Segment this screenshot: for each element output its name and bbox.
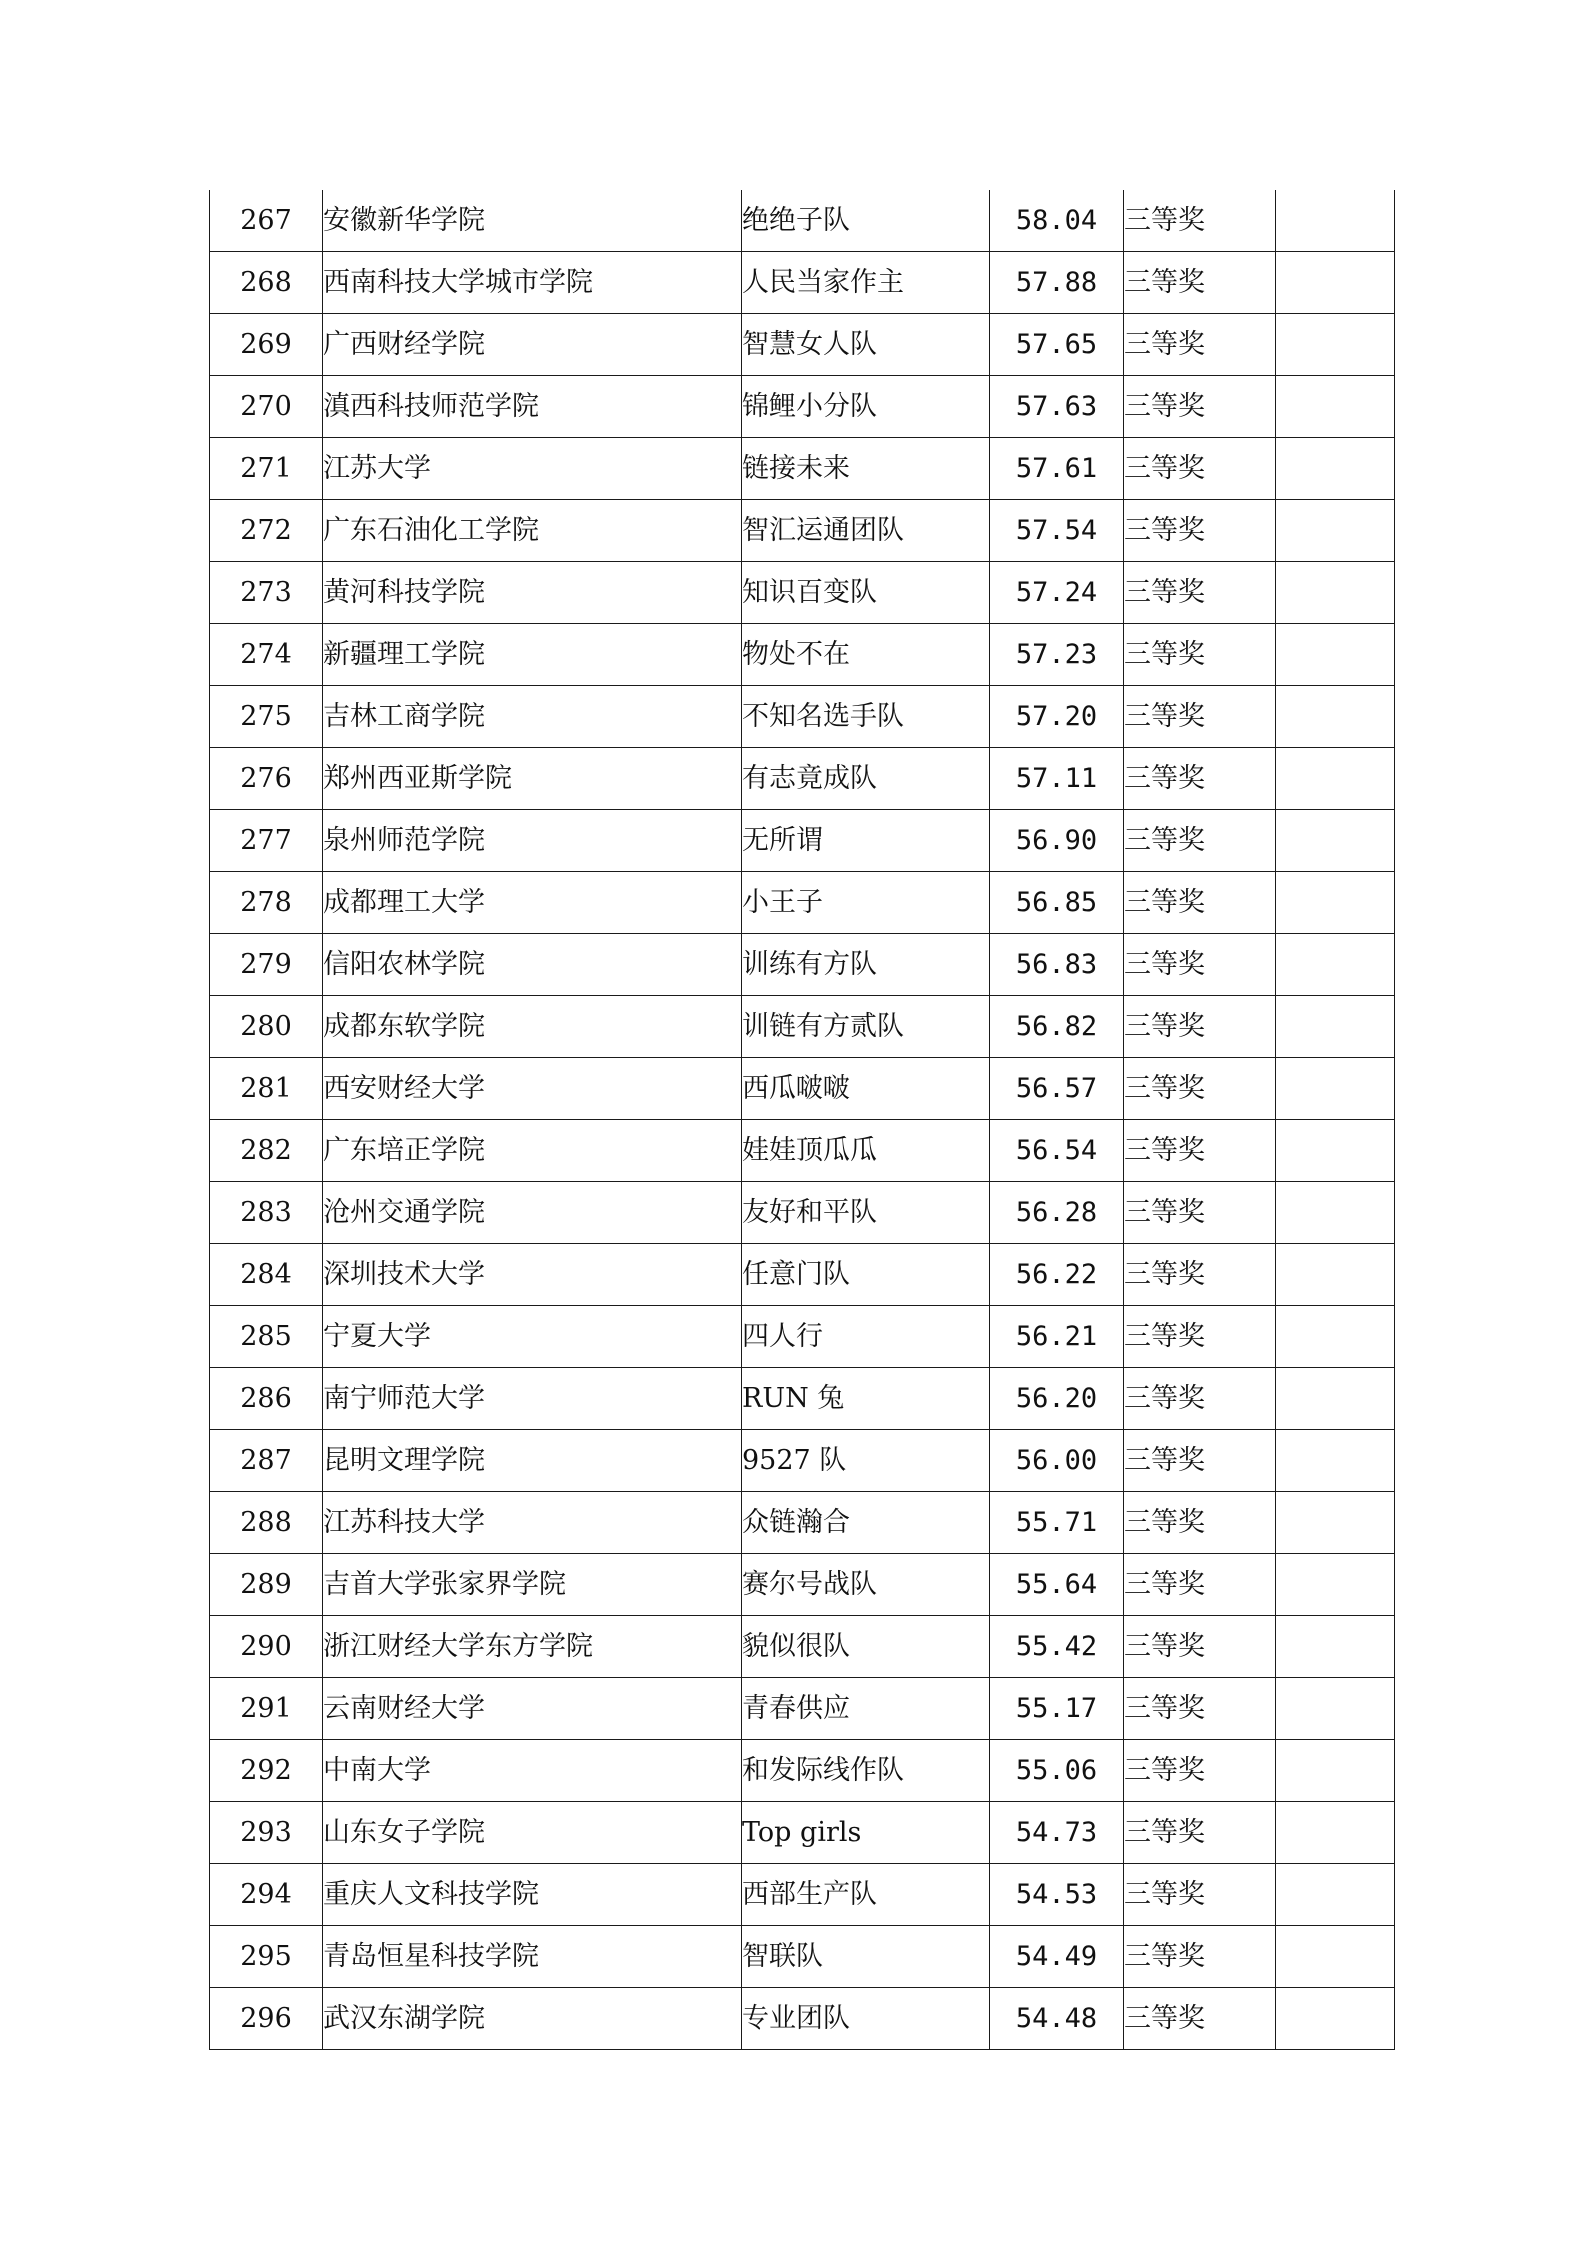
rank-cell: 293: [210, 1802, 323, 1864]
award-cell: 三等奖: [1124, 748, 1276, 810]
table-row: [210, 1616, 1395, 1678]
award-cell: 三等奖: [1124, 314, 1276, 376]
team-cell: 智汇运通团队: [742, 500, 990, 562]
team-cell: 西瓜啵啵: [742, 1058, 990, 1120]
score-cell: 56.22: [990, 1244, 1124, 1306]
table-row: [210, 562, 1395, 624]
award-cell: 三等奖: [1124, 562, 1276, 624]
award-cell: 三等奖: [1124, 996, 1276, 1058]
table-row: [210, 1678, 1395, 1740]
rank-cell: 275: [210, 686, 323, 748]
team-cell: 训链有方贰队: [742, 996, 990, 1058]
note-cell: [1276, 1182, 1395, 1244]
table-row: [210, 190, 1395, 252]
school-cell: 浙江财经大学东方学院: [323, 1616, 742, 1678]
score-cell: 56.21: [990, 1306, 1124, 1368]
team-cell: 貌似很队: [742, 1616, 990, 1678]
rank-cell: 290: [210, 1616, 323, 1678]
award-cell: 三等奖: [1124, 1120, 1276, 1182]
team-cell: 赛尔号战队: [742, 1554, 990, 1616]
note-cell: [1276, 624, 1395, 686]
rank-cell: 267: [210, 190, 323, 252]
note-cell: [1276, 314, 1395, 376]
rank-cell: 282: [210, 1120, 323, 1182]
award-cell: 三等奖: [1124, 1368, 1276, 1430]
rank-cell: 295: [210, 1926, 323, 1988]
award-cell: 三等奖: [1124, 624, 1276, 686]
team-cell: 四人行: [742, 1306, 990, 1368]
score-cell: 57.65: [990, 314, 1124, 376]
team-cell: 训练有方队: [742, 934, 990, 996]
results-table-body: [210, 190, 1395, 2050]
school-cell: 吉林工商学院: [323, 686, 742, 748]
score-cell: 56.82: [990, 996, 1124, 1058]
award-cell: 三等奖: [1124, 1306, 1276, 1368]
table-row: [210, 1864, 1395, 1926]
rank-cell: 276: [210, 748, 323, 810]
table-row: [210, 1182, 1395, 1244]
award-cell: 三等奖: [1124, 1678, 1276, 1740]
table-row: [210, 438, 1395, 500]
note-cell: [1276, 1058, 1395, 1120]
award-cell: 三等奖: [1124, 810, 1276, 872]
table-row: [210, 1430, 1395, 1492]
table-row: [210, 1306, 1395, 1368]
score-cell: 57.23: [990, 624, 1124, 686]
team-cell: 绝绝子队: [742, 190, 990, 252]
table-row: [210, 996, 1395, 1058]
team-cell: 智联队: [742, 1926, 990, 1988]
school-cell: 广东石油化工学院: [323, 500, 742, 562]
score-cell: 55.17: [990, 1678, 1124, 1740]
school-cell: 广东培正学院: [323, 1120, 742, 1182]
rank-cell: 286: [210, 1368, 323, 1430]
school-cell: 吉首大学张家界学院: [323, 1554, 742, 1616]
note-cell: [1276, 1926, 1395, 1988]
rank-cell: 288: [210, 1492, 323, 1554]
team-cell: 娃娃顶瓜瓜: [742, 1120, 990, 1182]
team-cell: Top girls: [742, 1802, 990, 1864]
school-cell: 深圳技术大学: [323, 1244, 742, 1306]
school-cell: 信阳农林学院: [323, 934, 742, 996]
note-cell: [1276, 1430, 1395, 1492]
table-row: [210, 1926, 1395, 1988]
team-cell: 众链瀚合: [742, 1492, 990, 1554]
table-row: [210, 1368, 1395, 1430]
note-cell: [1276, 190, 1395, 252]
school-cell: 昆明文理学院: [323, 1430, 742, 1492]
team-cell: RUN 兔: [742, 1368, 990, 1430]
award-cell: 三等奖: [1124, 438, 1276, 500]
award-cell: 三等奖: [1124, 1616, 1276, 1678]
score-cell: 57.20: [990, 686, 1124, 748]
table-row: [210, 1058, 1395, 1120]
note-cell: [1276, 500, 1395, 562]
rank-cell: 292: [210, 1740, 323, 1802]
score-cell: 57.54: [990, 500, 1124, 562]
team-cell: 青春供应: [742, 1678, 990, 1740]
team-cell: 智慧女人队: [742, 314, 990, 376]
team-cell: 西部生产队: [742, 1864, 990, 1926]
note-cell: [1276, 1740, 1395, 1802]
score-cell: 57.61: [990, 438, 1124, 500]
award-cell: 三等奖: [1124, 1058, 1276, 1120]
score-cell: 55.71: [990, 1492, 1124, 1554]
school-cell: 南宁师范大学: [323, 1368, 742, 1430]
note-cell: [1276, 1802, 1395, 1864]
award-cell: 三等奖: [1124, 1926, 1276, 1988]
award-cell: 三等奖: [1124, 252, 1276, 314]
school-cell: 江苏大学: [323, 438, 742, 500]
score-cell: 55.42: [990, 1616, 1124, 1678]
table-row: [210, 1988, 1395, 2050]
note-cell: [1276, 252, 1395, 314]
table-row: [210, 500, 1395, 562]
school-cell: 江苏科技大学: [323, 1492, 742, 1554]
score-cell: 56.00: [990, 1430, 1124, 1492]
school-cell: 郑州西亚斯学院: [323, 748, 742, 810]
score-cell: 56.83: [990, 934, 1124, 996]
school-cell: 中南大学: [323, 1740, 742, 1802]
school-cell: 沧州交通学院: [323, 1182, 742, 1244]
team-cell: 链接未来: [742, 438, 990, 500]
rank-cell: 287: [210, 1430, 323, 1492]
rank-cell: 280: [210, 996, 323, 1058]
school-cell: 武汉东湖学院: [323, 1988, 742, 2050]
rank-cell: 277: [210, 810, 323, 872]
team-cell: 有志竟成队: [742, 748, 990, 810]
note-cell: [1276, 562, 1395, 624]
note-cell: [1276, 1678, 1395, 1740]
school-cell: 西安财经大学: [323, 1058, 742, 1120]
table-row: [210, 810, 1395, 872]
rank-cell: 269: [210, 314, 323, 376]
note-cell: [1276, 1306, 1395, 1368]
score-cell: 54.53: [990, 1864, 1124, 1926]
note-cell: [1276, 996, 1395, 1058]
award-cell: 三等奖: [1124, 1182, 1276, 1244]
note-cell: [1276, 1244, 1395, 1306]
table-row: [210, 1802, 1395, 1864]
note-cell: [1276, 872, 1395, 934]
table-row: [210, 748, 1395, 810]
team-cell: 物处不在: [742, 624, 990, 686]
rank-cell: 268: [210, 252, 323, 314]
score-cell: 54.49: [990, 1926, 1124, 1988]
rank-cell: 273: [210, 562, 323, 624]
table-row: [210, 252, 1395, 314]
award-cell: 三等奖: [1124, 1554, 1276, 1616]
team-cell: 知识百变队: [742, 562, 990, 624]
table-row: [210, 1120, 1395, 1182]
score-cell: 55.64: [990, 1554, 1124, 1616]
team-cell: 人民当家作主: [742, 252, 990, 314]
team-cell: 小王子: [742, 872, 990, 934]
team-cell: 无所谓: [742, 810, 990, 872]
rank-cell: 272: [210, 500, 323, 562]
award-cell: 三等奖: [1124, 190, 1276, 252]
score-cell: 57.63: [990, 376, 1124, 438]
table-row: [210, 376, 1395, 438]
team-cell: 9527 队: [742, 1430, 990, 1492]
award-cell: 三等奖: [1124, 1988, 1276, 2050]
award-cell: 三等奖: [1124, 1244, 1276, 1306]
note-cell: [1276, 1368, 1395, 1430]
school-cell: 重庆人文科技学院: [323, 1864, 742, 1926]
team-cell: 任意门队: [742, 1244, 990, 1306]
rank-cell: 279: [210, 934, 323, 996]
award-cell: 三等奖: [1124, 1802, 1276, 1864]
score-cell: 56.57: [990, 1058, 1124, 1120]
award-cell: 三等奖: [1124, 1740, 1276, 1802]
score-cell: 56.20: [990, 1368, 1124, 1430]
table-row: [210, 686, 1395, 748]
note-cell: [1276, 1988, 1395, 2050]
table-row: [210, 624, 1395, 686]
score-cell: 55.06: [990, 1740, 1124, 1802]
results-table: [209, 190, 1395, 2050]
school-cell: 黄河科技学院: [323, 562, 742, 624]
rank-cell: 274: [210, 624, 323, 686]
score-cell: 56.90: [990, 810, 1124, 872]
rank-cell: 289: [210, 1554, 323, 1616]
award-cell: 三等奖: [1124, 1492, 1276, 1554]
school-cell: 宁夏大学: [323, 1306, 742, 1368]
score-cell: 57.24: [990, 562, 1124, 624]
rank-cell: 281: [210, 1058, 323, 1120]
score-cell: 56.28: [990, 1182, 1124, 1244]
score-cell: 54.73: [990, 1802, 1124, 1864]
table-row: [210, 314, 1395, 376]
note-cell: [1276, 438, 1395, 500]
rank-cell: 278: [210, 872, 323, 934]
note-cell: [1276, 1492, 1395, 1554]
rank-cell: 270: [210, 376, 323, 438]
school-cell: 山东女子学院: [323, 1802, 742, 1864]
table-row: [210, 1740, 1395, 1802]
school-cell: 新疆理工学院: [323, 624, 742, 686]
table-row: [210, 1492, 1395, 1554]
note-cell: [1276, 1120, 1395, 1182]
table-row: [210, 872, 1395, 934]
note-cell: [1276, 1554, 1395, 1616]
table-row: [210, 1554, 1395, 1616]
rank-cell: 294: [210, 1864, 323, 1926]
rank-cell: 296: [210, 1988, 323, 2050]
note-cell: [1276, 934, 1395, 996]
rank-cell: 271: [210, 438, 323, 500]
award-cell: 三等奖: [1124, 934, 1276, 996]
team-cell: 专业团队: [742, 1988, 990, 2050]
award-cell: 三等奖: [1124, 1430, 1276, 1492]
score-cell: 56.85: [990, 872, 1124, 934]
school-cell: 西南科技大学城市学院: [323, 252, 742, 314]
school-cell: 泉州师范学院: [323, 810, 742, 872]
score-cell: 57.11: [990, 748, 1124, 810]
table-row: [210, 1244, 1395, 1306]
note-cell: [1276, 376, 1395, 438]
school-cell: 成都理工大学: [323, 872, 742, 934]
note-cell: [1276, 1864, 1395, 1926]
award-cell: 三等奖: [1124, 872, 1276, 934]
school-cell: 成都东软学院: [323, 996, 742, 1058]
note-cell: [1276, 1616, 1395, 1678]
award-cell: 三等奖: [1124, 376, 1276, 438]
team-cell: 友好和平队: [742, 1182, 990, 1244]
school-cell: 滇西科技师范学院: [323, 376, 742, 438]
rank-cell: 291: [210, 1678, 323, 1740]
team-cell: 不知名选手队: [742, 686, 990, 748]
score-cell: 57.88: [990, 252, 1124, 314]
school-cell: 青岛恒星科技学院: [323, 1926, 742, 1988]
rank-cell: 283: [210, 1182, 323, 1244]
score-cell: 58.04: [990, 190, 1124, 252]
school-cell: 云南财经大学: [323, 1678, 742, 1740]
note-cell: [1276, 748, 1395, 810]
score-cell: 54.48: [990, 1988, 1124, 2050]
rank-cell: 284: [210, 1244, 323, 1306]
team-cell: 和发际线作队: [742, 1740, 990, 1802]
school-cell: 安徽新华学院: [323, 190, 742, 252]
note-cell: [1276, 810, 1395, 872]
score-cell: 56.54: [990, 1120, 1124, 1182]
award-cell: 三等奖: [1124, 500, 1276, 562]
table-row: [210, 934, 1395, 996]
school-cell: 广西财经学院: [323, 314, 742, 376]
award-cell: 三等奖: [1124, 1864, 1276, 1926]
rank-cell: 285: [210, 1306, 323, 1368]
award-cell: 三等奖: [1124, 686, 1276, 748]
team-cell: 锦鲤小分队: [742, 376, 990, 438]
note-cell: [1276, 686, 1395, 748]
